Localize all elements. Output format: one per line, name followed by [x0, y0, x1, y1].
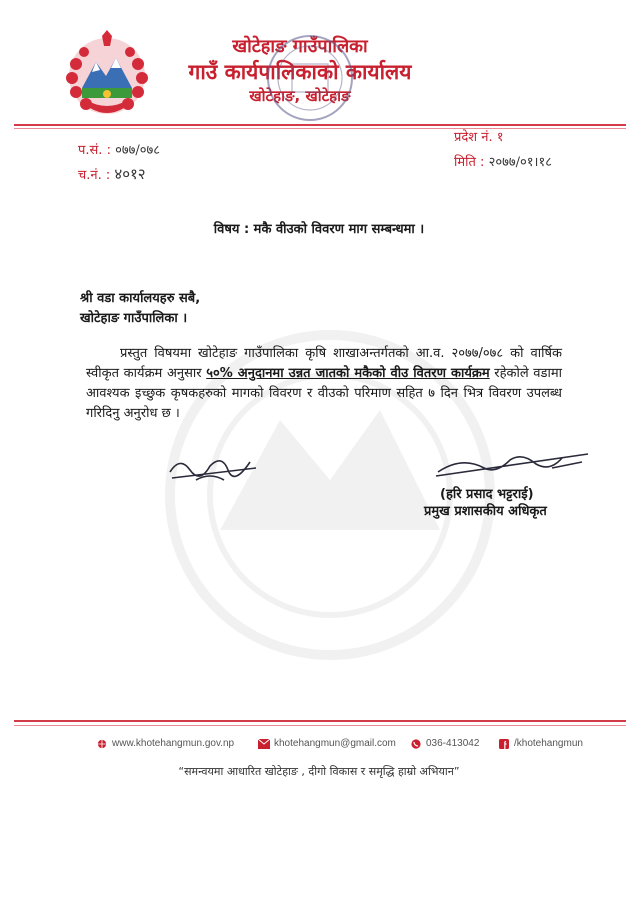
- website-text: www.khotehangmun.gov.np: [112, 738, 235, 749]
- footer-rule-thin: [14, 725, 626, 726]
- province-number: [454, 127, 504, 145]
- cn-value: ४०१२: [114, 165, 146, 183]
- office-stamp: [262, 28, 358, 128]
- body-part1: प्रस्तुत विषयमा खोटेहाङ गाउँपालिका कृषि शाखाअन्तर्गतको आ.व. २०७७/०७८ को वार्षिक स्वीकृत कार्यक्रम अनुसार: [86, 346, 562, 381]
- footer-facebook[interactable]: [498, 738, 583, 749]
- ps-value: ०७७/०७८: [115, 143, 161, 158]
- pradesh-label: प्रदेश नं.: [454, 130, 493, 145]
- facebook-text: /khotehangmun: [514, 738, 583, 749]
- body-part2: रहेकोले वडामा आवश्यक इच्छुक कृषकहरुको मागको विवरण र वीउको परिमाण सहित ७ दिन भित्र विवरण उपलब्ध गरिदिनु अनुरोध छ ।: [86, 366, 562, 421]
- nepal-emblem-logo: [62, 28, 152, 120]
- dispatch-number: [78, 164, 146, 184]
- office-address: खोटेहाङ, खोटेहाङ: [249, 87, 351, 105]
- globe-icon: [96, 739, 108, 749]
- ps-label: प.सं. :: [78, 143, 111, 158]
- office-name: खोटेहाङ गाउँपालिका: [232, 36, 368, 57]
- cn-label: च.नं. :: [78, 168, 111, 183]
- signer-name: (हरि प्रसाद भट्टराई): [440, 487, 534, 502]
- header-rule-thin: [14, 128, 626, 129]
- officer-signature: [432, 446, 592, 482]
- reference-number: [78, 140, 160, 158]
- pradesh-value: १: [496, 130, 504, 145]
- recipient-line1: श्री वडा कार्यालयहरु सबै,: [80, 291, 201, 306]
- footer-rule: [14, 720, 626, 722]
- letter-subject: विषय : मकै वीउको विवरण माग सम्बन्धमा ।: [213, 222, 425, 237]
- letter-date: [454, 152, 552, 170]
- email-text: khotehangmun@gmail.com: [274, 738, 396, 749]
- miti-label: मिति :: [454, 155, 485, 170]
- footer-email[interactable]: [258, 738, 396, 749]
- footer-phone[interactable]: [410, 738, 479, 749]
- facebook-icon: [498, 739, 510, 749]
- miti-value: २०७७/०१।१८: [488, 155, 552, 170]
- envelope-icon: [258, 739, 270, 749]
- office-title: गाउँ कार्यपालिकाको कार्यालय: [188, 60, 412, 84]
- header-rule: [14, 124, 626, 126]
- letter-body: [86, 344, 562, 424]
- body-emphasis: ५०% अनुदानमा उन्नत जातको मकैको वीउ वितरण कार्यक्रम: [206, 366, 490, 381]
- phone-text: 036-413042: [426, 738, 480, 749]
- recipient-line2: खोटेहाङ गाउँपालिका ।: [80, 311, 188, 326]
- phone-icon: [410, 739, 422, 749]
- footer-slogan: “समन्वयमा आधारित खोटेहाङ , दीगो विकास र समृद्धि हाम्रो अभियान”: [178, 765, 460, 778]
- initials-signature: [166, 450, 262, 488]
- signer-title: प्रमुख प्रशासकीय अधिकृत: [424, 504, 547, 519]
- footer-website[interactable]: [96, 738, 234, 749]
